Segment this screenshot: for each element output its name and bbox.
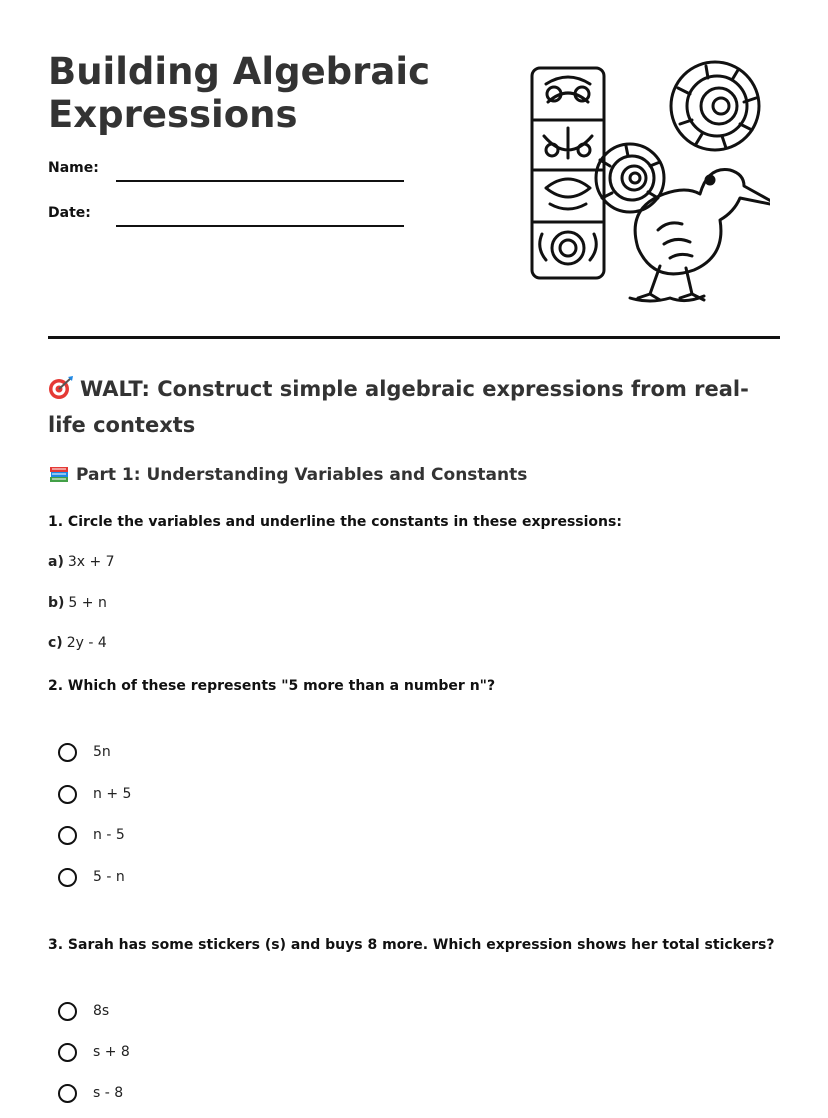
radio-button[interactable] [58, 743, 77, 762]
expression-item-b: b) 5 + n [48, 595, 107, 611]
question-1-prompt: 1. Circle the variables and underline the constants in these expressions: [48, 514, 622, 530]
name-label: Name: [48, 160, 99, 176]
section-divider [48, 336, 780, 339]
question-2-prompt: 2. Which of these represents "5 more than a number n"? [48, 678, 496, 694]
radio-button[interactable] [58, 785, 77, 804]
q3-option-s-plus-8[interactable]: s + 8 [58, 1040, 130, 1064]
title-line-1: Building Algebraic [48, 50, 430, 93]
name-field[interactable] [116, 180, 404, 182]
question-3-prompt: 3. Sarah has some stickers (s) and buys 8 more. Which expression shows her total stickers? [48, 937, 775, 953]
q2-option-n-plus-5[interactable]: n + 5 [58, 782, 131, 806]
date-field[interactable] [116, 225, 404, 227]
part1-title: Part 1: Understanding Variables and Constants [76, 465, 528, 485]
radio-button[interactable] [58, 868, 77, 887]
walt-heading [48, 371, 780, 443]
page-title [48, 50, 488, 136]
radio-button[interactable] [58, 1002, 77, 1021]
expression-item-c: c) 2y - 4 [48, 635, 107, 651]
radio-button[interactable] [58, 1043, 77, 1062]
q3-option-s-minus-8[interactable]: s - 8 [58, 1081, 123, 1105]
maori-carving-and-kiwi-icon [520, 58, 770, 303]
date-label: Date: [48, 205, 91, 221]
target-icon [48, 376, 74, 400]
q2-option-n-minus-5[interactable]: n - 5 [58, 823, 125, 847]
radio-button[interactable] [58, 1084, 77, 1103]
books-icon [48, 464, 70, 484]
q3-option-8s[interactable]: 8s [58, 999, 109, 1023]
title-line-2: Expressions [48, 93, 298, 136]
q2-option-5n[interactable]: 5n [58, 740, 111, 764]
radio-button[interactable] [58, 826, 77, 845]
expression-item-a: a) 3x + 7 [48, 554, 115, 570]
walt-text: WALT: Construct simple algebraic expressions from real-life contexts [48, 377, 749, 437]
q2-option-5-minus-n[interactable]: 5 - n [58, 865, 125, 889]
part1-heading [48, 464, 527, 485]
